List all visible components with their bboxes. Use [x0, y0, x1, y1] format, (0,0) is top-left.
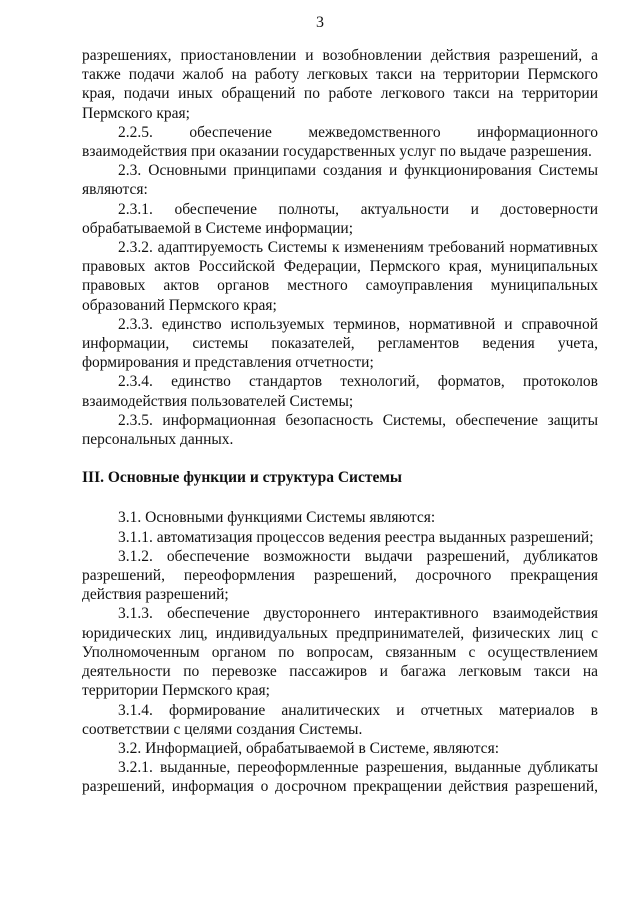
paragraph: 2.3.5. информационная безопасность Системы, обеспечение защиты персональных данных.	[82, 411, 598, 449]
document-body	[82, 46, 598, 797]
paragraph: разрешениях, приостановлении и возобновлении действия разрешений, а также подачи жалоб на работу легковых такси на территории Пермского края, подачи иных обращений по работе легкового такси на территории Пермского края;	[82, 47, 598, 122]
paragraph: 3.1.2. обеспечение возможности выдачи разрешений, дубликатов разрешений, переоформления разрешений, досрочного прекращения действия разрешений;	[82, 547, 598, 604]
paragraph: 3.1.3. обеспечение двустороннего интерактивного взаимодействия юридических лиц, индивидуальных предпринимателей, физических лиц с Уполномоченным органом по вопросам, связанным с осуществлением деятельности по перевозке пассажиров и багажа легковым такси на территории Пермского края;	[82, 605, 598, 700]
paragraph: 2.3.3. единство используемых терминов, нормативной и справочной информации, системы показателей, регламентов ведения учета, формирования и представления отчетности;	[82, 315, 598, 372]
paragraph: 2.3.1. обеспечение полноты, актуальности и достоверности обрабатываемой в Системе информации;	[82, 200, 598, 237]
paragraph: 3.2.1. выданные, переоформленные разрешения, выданные дубликаты разрешений, информация о досрочном прекращении действия разрешений,	[82, 759, 598, 796]
page-number: 3	[316, 14, 324, 31]
paragraph: 2.2.5. обеспечение межведомственного информационного взаимодействия при оказании государственных услуг по выдаче разрешения.	[82, 123, 598, 161]
paragraph: 3.1.4. формирование аналитических и отчетных материалов в соответствии с целями создания Системы.	[82, 701, 598, 738]
paragraph: 3.2. Информацией, обрабатываемой в Системе, являются:	[118, 739, 499, 757]
paragraph: 3.1.1. автоматизация процессов ведения реестра выданных разрешений;	[118, 528, 594, 546]
paragraph: 2.3.2. адаптируемость Системы к изменениям требований нормативных правовых актов Российской Федерации, Пермского края, муниципальных правовых актов органов местного самоуправления муниципальных образований Пермского края;	[82, 239, 598, 314]
paragraph: 3.1. Основными функциями Системы являются:	[118, 509, 436, 527]
section-heading: III. Основные функции и структура Системы	[82, 469, 402, 487]
paragraph: 2.3. Основными принципами создания и функционирования Системы являются:	[82, 162, 598, 199]
paragraph: 2.3.4. единство стандартов технологий, форматов, протоколов взаимодействия пользователей Системы;	[82, 373, 598, 410]
